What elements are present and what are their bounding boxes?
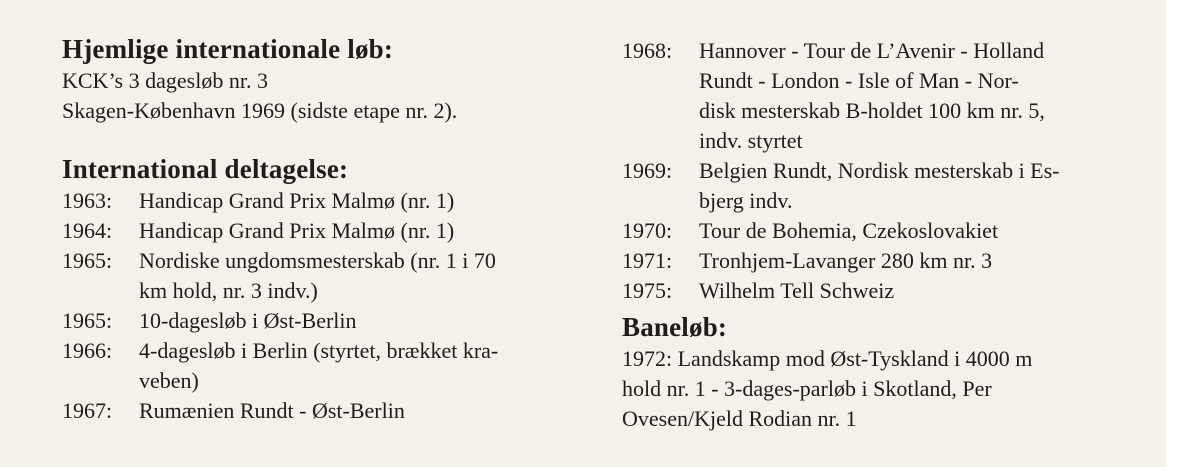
entry-text: Tour de Bohemia, Czekoslovakiet	[699, 218, 999, 243]
page-edge	[1166, 0, 1200, 467]
entry-year: 1975:	[622, 278, 673, 303]
home-race-line: Skagen-København 1969 (sidste etape nr. 2).	[62, 98, 458, 123]
track-race-line: hold nr. 1 - 3-dages-parløb i Skotland, Per	[622, 376, 992, 401]
right-column	[622, 36, 1142, 434]
list-item	[622, 246, 1142, 276]
entry-year: 1964:	[62, 218, 113, 243]
entry-text: Wilhelm Tell Schweiz	[699, 278, 895, 303]
entry-text: indv. styrtet	[699, 128, 803, 153]
entry-text: km hold, nr. 3 indv.)	[139, 278, 318, 303]
entry-text: Handicap Grand Prix Malmø (nr. 1)	[139, 188, 455, 213]
entry-text: bjerg indv.	[699, 188, 793, 213]
entry-text: Tronhjem-Lavanger 280 km nr. 3	[699, 248, 993, 273]
entry-text: Hannover - Tour de L’Avenir - Holland	[699, 38, 1045, 63]
track-race-line: 1972: Landskamp mod Øst-Tyskland i 4000 m	[622, 346, 1033, 371]
heading-home-races: Hjemlige internationale løb:	[62, 34, 394, 64]
entry-text: Rundt - London - Isle of Man - Nor-	[699, 68, 1019, 93]
entry-text: Rumænien Rundt - Øst-Berlin	[139, 398, 405, 423]
entry-year: 1967:	[62, 398, 113, 423]
heading-international: International deltagelse:	[62, 154, 349, 184]
list-item	[62, 336, 582, 396]
entry-year: 1970:	[622, 218, 673, 243]
entry-year: 1968:	[622, 38, 673, 63]
entry-text: Belgien Rundt, Nordisk mesterskab i Es-	[699, 158, 1060, 183]
list-item	[622, 276, 1142, 306]
left-column	[62, 32, 582, 426]
entry-year: 1963:	[62, 188, 113, 213]
home-race-line: KCK’s 3 dagesløb nr. 3	[62, 68, 268, 93]
entry-year: 1966:	[62, 338, 113, 363]
list-item	[622, 156, 1142, 216]
list-item	[62, 216, 582, 246]
list-item	[62, 306, 582, 336]
heading-track-races: Baneløb:	[622, 312, 728, 342]
entry-text: 4-dagesløb i Berlin (styrtet, brækket kra-	[139, 338, 499, 363]
list-item	[622, 216, 1142, 246]
list-item	[62, 186, 582, 216]
entry-text: veben)	[139, 368, 199, 393]
list-item	[62, 246, 582, 306]
list-item	[622, 36, 1142, 156]
entry-text: Handicap Grand Prix Malmø (nr. 1)	[139, 218, 455, 243]
entry-year: 1965:	[62, 248, 113, 273]
entry-text: 10-dagesløb i Øst-Berlin	[139, 308, 357, 333]
entry-year: 1969:	[622, 158, 673, 183]
entry-text: Nordiske ungdomsmesterskab (nr. 1 i 70	[139, 248, 496, 273]
list-item	[62, 396, 582, 426]
entry-text: disk mesterskab B-holdet 100 km nr. 5,	[699, 98, 1045, 123]
track-race-line: Ovesen/Kjeld Rodian nr. 1	[622, 406, 857, 431]
entry-year: 1965:	[62, 308, 113, 333]
entry-year: 1971:	[622, 248, 673, 273]
